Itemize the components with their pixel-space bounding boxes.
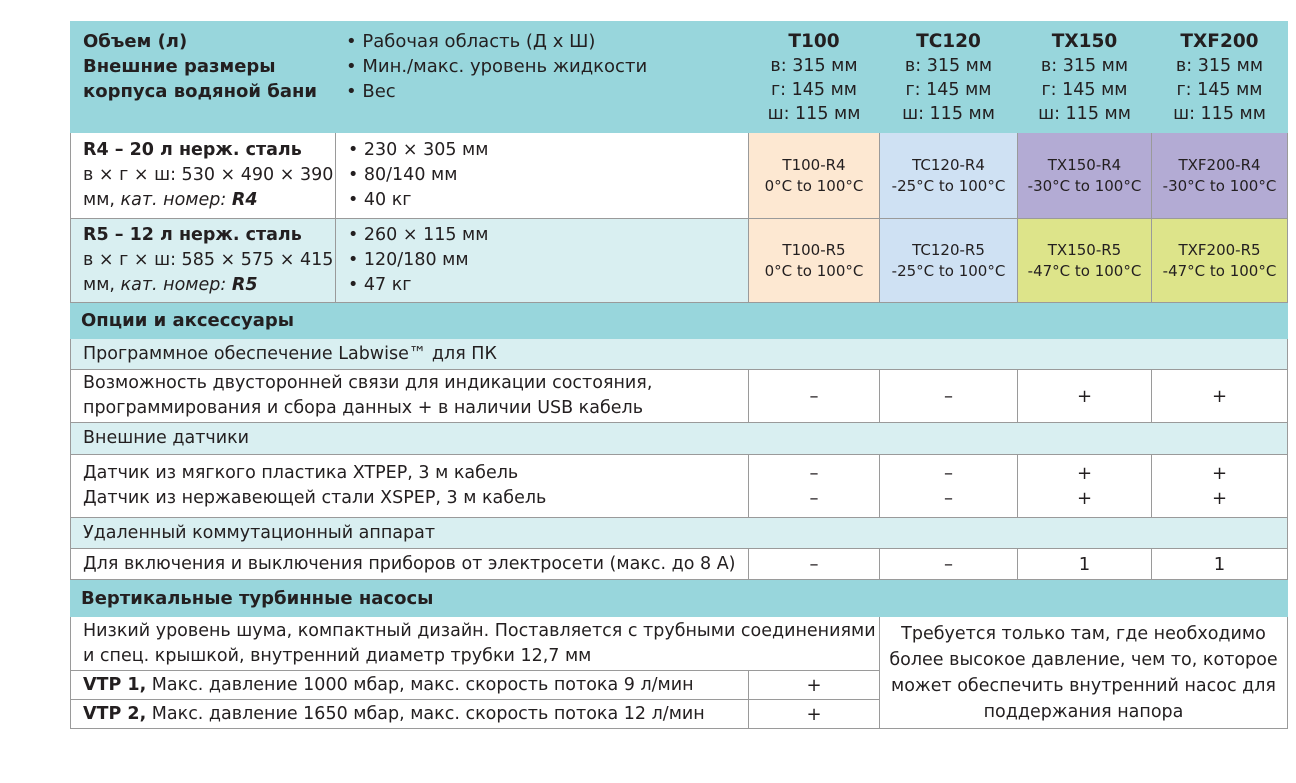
config-cell bbox=[880, 133, 1018, 219]
bath-catalog-line bbox=[83, 273, 335, 298]
comm-line-1: Возможность двусторонней связи для индикации состояния, bbox=[83, 373, 653, 393]
config-code: T100-R5 bbox=[782, 240, 846, 259]
config-code: TXF200-R5 bbox=[1178, 240, 1261, 259]
sensor-mark-cell bbox=[749, 455, 880, 518]
header-params-cell bbox=[336, 22, 749, 133]
comm-row bbox=[71, 370, 1288, 423]
bath-dims: в × г × ш: 530 × 490 × 390 bbox=[83, 165, 334, 185]
header-model-txf200 bbox=[1152, 22, 1288, 133]
sensor-mark: + bbox=[1076, 488, 1093, 509]
spec-work-area: • 230 × 305 мм bbox=[348, 140, 489, 160]
config-range: -47°C to 100°C bbox=[1027, 261, 1142, 280]
model-name: TC120 bbox=[916, 31, 981, 52]
config-code: T100-R4 bbox=[782, 155, 846, 174]
bath-specs bbox=[336, 133, 749, 219]
pumps-note-line: поддержания напора bbox=[983, 701, 1184, 722]
remote-mark: – bbox=[749, 549, 880, 580]
sensor-mark: – bbox=[944, 463, 953, 484]
sensors-description bbox=[71, 455, 749, 518]
sensor-mark: – bbox=[809, 463, 819, 484]
model-name: T100 bbox=[788, 31, 840, 52]
sensor-xtpep: Датчик из мягкого пластика XTPEP, 3 м кабель bbox=[83, 463, 519, 483]
remote-title: Удаленный коммутационный аппарат bbox=[71, 518, 1288, 549]
remote-description: Для включения и выключения приборов от электросети (макс. до 8 А) bbox=[71, 549, 749, 580]
bath-row-r4 bbox=[71, 133, 1288, 219]
model-depth: г: 145 мм bbox=[905, 80, 992, 100]
pumps-desc-line-1: Низкий уровень шума, компактный дизайн. Поставляется с трубными соединениями bbox=[83, 620, 876, 641]
config-code: TX150-R5 bbox=[1047, 240, 1122, 259]
vtp1-name: VTP 1, bbox=[83, 674, 147, 695]
comm-mark: + bbox=[1152, 370, 1288, 423]
pumps-note bbox=[880, 617, 1288, 729]
spec-level: • 120/180 мм bbox=[348, 250, 469, 270]
model-depth: г: 145 мм bbox=[1041, 80, 1128, 100]
vtp1-description bbox=[71, 671, 749, 700]
config-range: -47°C to 100°C bbox=[1162, 261, 1277, 280]
bath-dims-unit: мм, bbox=[83, 190, 115, 210]
options-section-row bbox=[71, 303, 1288, 339]
model-width: ш: 115 мм bbox=[1038, 104, 1131, 124]
config-code: TC120-R4 bbox=[912, 155, 985, 174]
config-range: -30°C to 100°C bbox=[1027, 176, 1142, 195]
model-width: ш: 115 мм bbox=[767, 104, 861, 124]
header-model-t100 bbox=[749, 22, 880, 133]
comm-line-2: программирования и сбора данных + в наличии USB кабель bbox=[83, 398, 644, 418]
pumps-note-line: более высокое давление, чем то, которое bbox=[889, 649, 1278, 670]
sensor-mark: + bbox=[1076, 463, 1093, 484]
sensor-mark-cell bbox=[1152, 455, 1288, 518]
model-name: TXF200 bbox=[1180, 31, 1259, 52]
spec-table bbox=[70, 21, 1288, 729]
header-level-label: • Мин./макс. уровень жидкости bbox=[346, 56, 648, 77]
config-code: TX150-R4 bbox=[1047, 155, 1122, 174]
model-width: ш: 115 мм bbox=[1173, 104, 1266, 124]
vtp2-mark: + bbox=[749, 700, 880, 729]
header-row bbox=[71, 22, 1288, 133]
config-range: -25°C to 100°C bbox=[891, 176, 1006, 195]
model-depth: г: 145 мм bbox=[1176, 80, 1263, 100]
config-range: 0°C to 100°C bbox=[764, 176, 864, 195]
model-name: TX150 bbox=[1051, 31, 1118, 52]
vtp1-mark: + bbox=[749, 671, 880, 700]
bath-specs bbox=[336, 219, 749, 303]
bath-title: R4 – 20 л нерж. сталь bbox=[83, 140, 302, 160]
pumps-desc-line-2: и спец. крышкой, внутренний диаметр трубки 12,7 мм bbox=[83, 645, 592, 666]
sensor-mark: + bbox=[1211, 488, 1228, 509]
remote-row bbox=[71, 549, 1288, 580]
sensor-mark: – bbox=[809, 488, 819, 509]
sensor-xspep: Датчик из нержавеющей стали XSPEP, 3 м кабель bbox=[83, 488, 547, 508]
vtp2-specs: Макс. давление 1650 мбар, макс. скорость потока 12 л/мин bbox=[146, 703, 705, 724]
pumps-description bbox=[71, 617, 880, 671]
bath-description bbox=[71, 219, 336, 303]
software-row bbox=[71, 339, 1288, 370]
config-cell bbox=[749, 219, 880, 303]
bath-cat-number: R5 bbox=[231, 275, 258, 295]
header-model-tc120 bbox=[880, 22, 1018, 133]
options-section-title: Опции и аксессуары bbox=[71, 303, 1288, 339]
header-bath-body-label: корпуса водяной бани bbox=[83, 81, 318, 102]
header-work-area-label: • Рабочая область (Д х Ш) bbox=[346, 31, 596, 52]
model-height: в: 315 мм bbox=[770, 56, 858, 76]
sensors-title-row bbox=[71, 423, 1288, 455]
sensor-mark-cell bbox=[880, 455, 1018, 518]
bath-catalog-line bbox=[83, 188, 335, 213]
header-model-tx150 bbox=[1018, 22, 1152, 133]
config-cell bbox=[880, 219, 1018, 303]
comm-mark: + bbox=[1018, 370, 1152, 423]
software-label: Программное обеспечение Labwise™ для ПК bbox=[71, 339, 1288, 370]
model-width: ш: 115 мм bbox=[902, 104, 995, 124]
comm-description bbox=[71, 370, 749, 423]
vtp1-specs: Макс. давление 1000 мбар, макс. скорость потока 9 л/мин bbox=[146, 674, 694, 695]
config-cell bbox=[749, 133, 880, 219]
config-cell bbox=[1152, 133, 1288, 219]
header-volume-cell bbox=[71, 22, 336, 133]
pumps-note-line: может обеспечить внутренний насос для bbox=[891, 675, 1276, 696]
sensors-title: Внешние датчики bbox=[71, 423, 1288, 455]
remote-mark: 1 bbox=[1018, 549, 1152, 580]
pumps-note-line: Требуется только там, где необходимо bbox=[901, 623, 1266, 644]
bath-cat-number: R4 bbox=[231, 190, 258, 210]
config-cell bbox=[1018, 219, 1152, 303]
sensor-mark: – bbox=[944, 488, 953, 509]
sensor-mark: + bbox=[1211, 463, 1228, 484]
bath-row-r5 bbox=[71, 219, 1288, 303]
header-outer-dims-label: Внешние размеры bbox=[83, 56, 276, 77]
remote-mark: – bbox=[880, 549, 1018, 580]
bath-cat-label: кат. номер: bbox=[120, 190, 227, 210]
sensor-mark-cell bbox=[1018, 455, 1152, 518]
pumps-desc-row bbox=[71, 617, 1288, 671]
header-volume-label: Объем (л) bbox=[83, 31, 188, 52]
pumps-section-title: Вертикальные турбинные насосы bbox=[71, 580, 1288, 617]
sensors-row bbox=[71, 455, 1288, 518]
config-range: -30°C to 100°C bbox=[1162, 176, 1277, 195]
spec-weight: • 47 кг bbox=[348, 275, 412, 295]
config-code: TXF200-R4 bbox=[1178, 155, 1261, 174]
remote-title-row bbox=[71, 518, 1288, 549]
bath-title: R5 – 12 л нерж. сталь bbox=[83, 225, 302, 245]
comm-mark: – bbox=[880, 370, 1018, 423]
bath-cat-label: кат. номер: bbox=[120, 275, 227, 295]
spec-level: • 80/140 мм bbox=[348, 165, 458, 185]
bath-dims: в × г × ш: 585 × 575 × 415 bbox=[83, 250, 334, 270]
bath-description bbox=[71, 133, 336, 219]
model-depth: г: 145 мм bbox=[770, 80, 858, 100]
pumps-section-row bbox=[71, 580, 1288, 617]
vtp2-name: VTP 2, bbox=[83, 703, 147, 724]
spec-work-area: • 260 × 115 мм bbox=[348, 225, 489, 245]
model-height: в: 315 мм bbox=[904, 56, 993, 76]
spec-weight: • 40 кг bbox=[348, 190, 412, 210]
remote-mark: 1 bbox=[1152, 549, 1288, 580]
model-height: в: 315 мм bbox=[1175, 56, 1264, 76]
config-code: TC120-R5 bbox=[912, 240, 985, 259]
bath-dims-unit: мм, bbox=[83, 275, 115, 295]
vtp2-description bbox=[71, 700, 749, 729]
model-height: в: 315 мм bbox=[1040, 56, 1129, 76]
config-cell bbox=[1152, 219, 1288, 303]
header-weight-label: • Вес bbox=[346, 81, 396, 102]
comm-mark: – bbox=[749, 370, 880, 423]
config-range: -25°C to 100°C bbox=[891, 261, 1006, 280]
config-range: 0°C to 100°C bbox=[764, 261, 864, 280]
config-cell bbox=[1018, 133, 1152, 219]
